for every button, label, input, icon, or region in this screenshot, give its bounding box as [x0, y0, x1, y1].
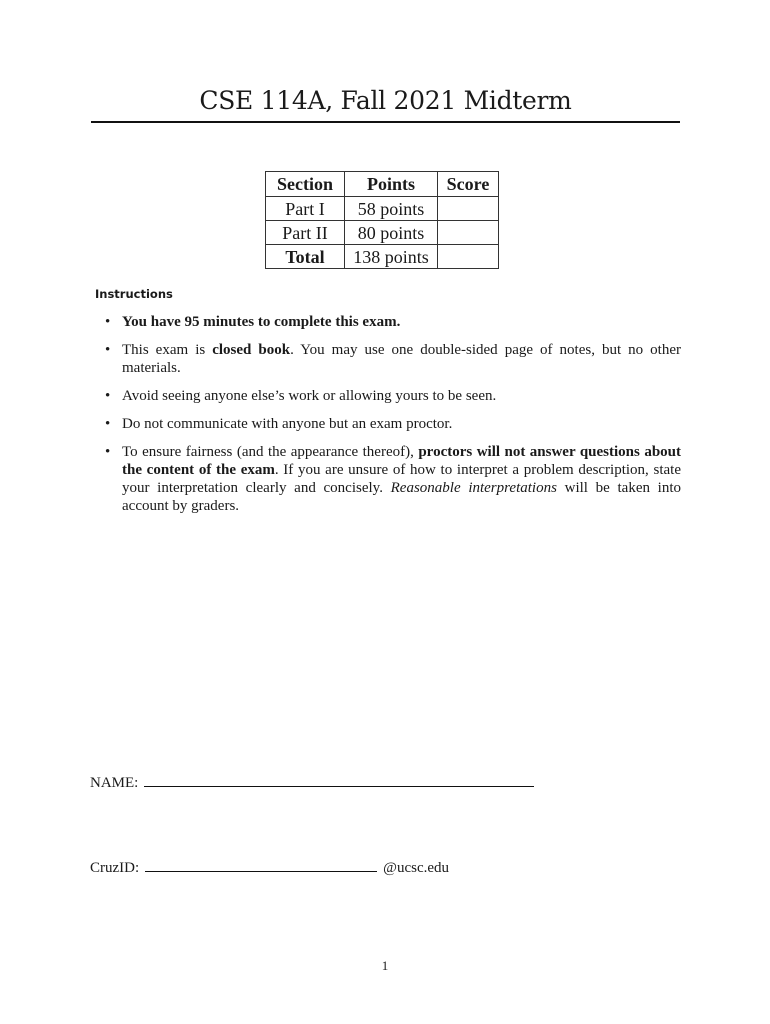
table-row: [266, 197, 499, 221]
header-points: Points: [345, 172, 438, 197]
header-score: Score: [438, 172, 499, 197]
instruction-bold: proctors will not answer questions about the content of the exam: [122, 444, 681, 478]
header-section: Section: [266, 172, 345, 197]
page-title: CSE 114A, Fall 2021 Midterm: [199, 86, 572, 115]
instruction-text: . If you are unsure of how to interpret a problem description, state your interpretation clearly and concisely.: [122, 462, 681, 496]
list-item: [105, 313, 681, 331]
section-cell: Part II: [266, 221, 345, 245]
instruction-text: Avoid seeing anyone else’s work or allowing yours to be seen.: [122, 388, 497, 404]
instruction-text: will be taken into account by graders.: [122, 480, 682, 514]
score-cell[interactable]: [438, 245, 499, 269]
cruzid-label: CruzID:: [90, 860, 140, 876]
instruction-italic: Reasonable interpretations: [390, 480, 557, 496]
name-label: NAME:: [90, 775, 139, 791]
instruction-bold: You have 95 minutes to complete this exam.: [122, 314, 401, 330]
name-field: [90, 775, 534, 792]
instruction-text: . You may use one double-sided page of notes, but no other materials.: [122, 342, 681, 376]
cruzid-blank[interactable]: [145, 861, 377, 872]
list-item: [105, 443, 681, 515]
page-number: 1: [381, 958, 389, 973]
instruction-text: Do not communicate with anyone but an exam proctor.: [122, 416, 453, 432]
instructions-heading: Instructions: [95, 287, 173, 301]
table-row: [266, 221, 499, 245]
score-cell[interactable]: [438, 197, 499, 221]
cruzid-suffix: @ucsc.edu: [383, 860, 450, 876]
instructions-list: [105, 313, 681, 525]
instruction-text: This exam is: [122, 342, 213, 358]
list-item: [105, 415, 681, 433]
instruction-bold: closed book: [212, 342, 291, 358]
score-cell[interactable]: [438, 221, 499, 245]
table-row-total: [266, 245, 499, 269]
points-cell: 138 points: [345, 245, 438, 269]
score-table-header-row: [266, 172, 499, 197]
section-cell: Total: [266, 245, 345, 269]
list-item: [105, 341, 681, 377]
points-cell: 80 points: [345, 221, 438, 245]
list-item: [105, 387, 681, 405]
score-table: [265, 171, 499, 269]
instruction-text: To ensure fairness (and the appearance thereof),: [122, 444, 419, 460]
title-rule: [91, 121, 680, 123]
name-blank[interactable]: [144, 776, 534, 787]
cruzid-field: [90, 860, 449, 877]
section-cell: Part I: [266, 197, 345, 221]
points-cell: 58 points: [345, 197, 438, 221]
